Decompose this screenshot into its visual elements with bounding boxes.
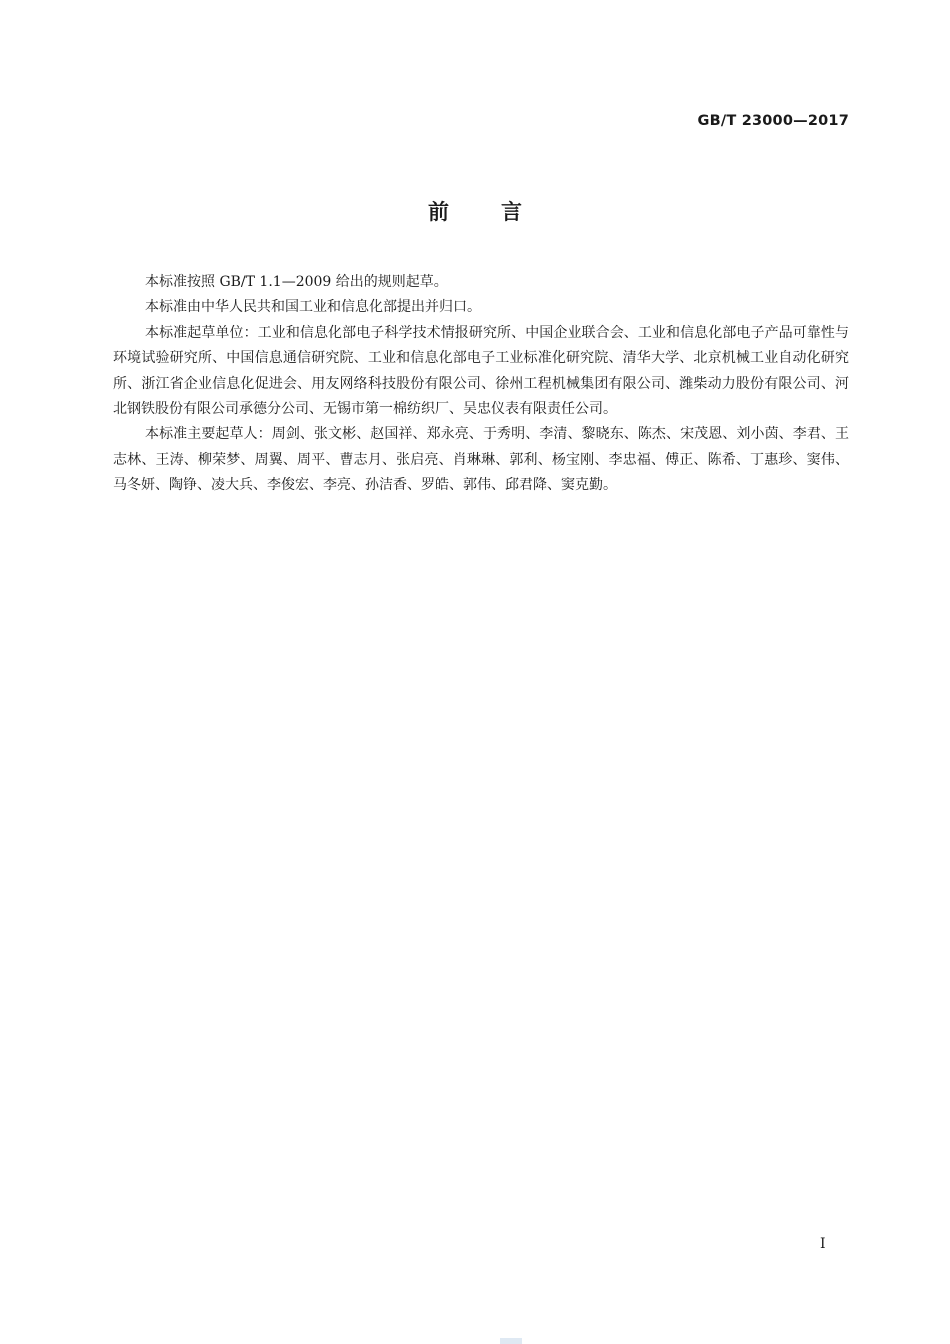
foreword-body — [113, 270, 849, 499]
paragraph-drafting-rules: 本标准按照 GB/T 1.1—2009 给出的规则起草。 — [145, 274, 448, 290]
scan-artifact — [500, 1338, 522, 1344]
paragraph-drafting-units: 本标准起草单位：工业和信息化部电子科学技术情报研究所、中国企业联合会、工业和信息化部电子产品可靠性与环境试验研究所、中国信息通信研究院、工业和信息化部电子工业标准化研究院、清华大学、北京机械工业自动化研究所、浙江省企业信息化促进会、用友网络科技股份有限公司、徐州工程机械集团有限公司、潍柴动力股份有限公司、河北钢铁股份有限公司承德分公司、无锡市第一棉纺织厂、吴忠仪表有限责任公司。 — [113, 324, 849, 418]
title-char-2: 言 — [501, 200, 522, 224]
paragraph-drafters: 本标准主要起草人：周剑、张文彬、赵国祥、郑永亮、于秀明、李清、黎晓东、陈杰、宋茂恩、刘小茵、李君、王志林、王涛、柳荣梦、周翼、周平、曹志月、张启亮、肖琳琳、郭利、杨宝刚、李忠福、傅正、陈希、丁惠珍、窦伟、马冬妍、陶铮、凌大兵、李俊宏、李亮、孙洁香、罗皓、郭伟、邱君降、窦克勤。 — [113, 426, 849, 494]
title-char-1: 前 — [428, 200, 449, 224]
paragraph-proposer: 本标准由中华人民共和国工业和信息化部提出并归口。 — [145, 299, 481, 316]
standard-code: GB/T 23000—2017 — [697, 113, 849, 129]
page-title — [0, 196, 950, 226]
page-number: I — [820, 1236, 826, 1252]
